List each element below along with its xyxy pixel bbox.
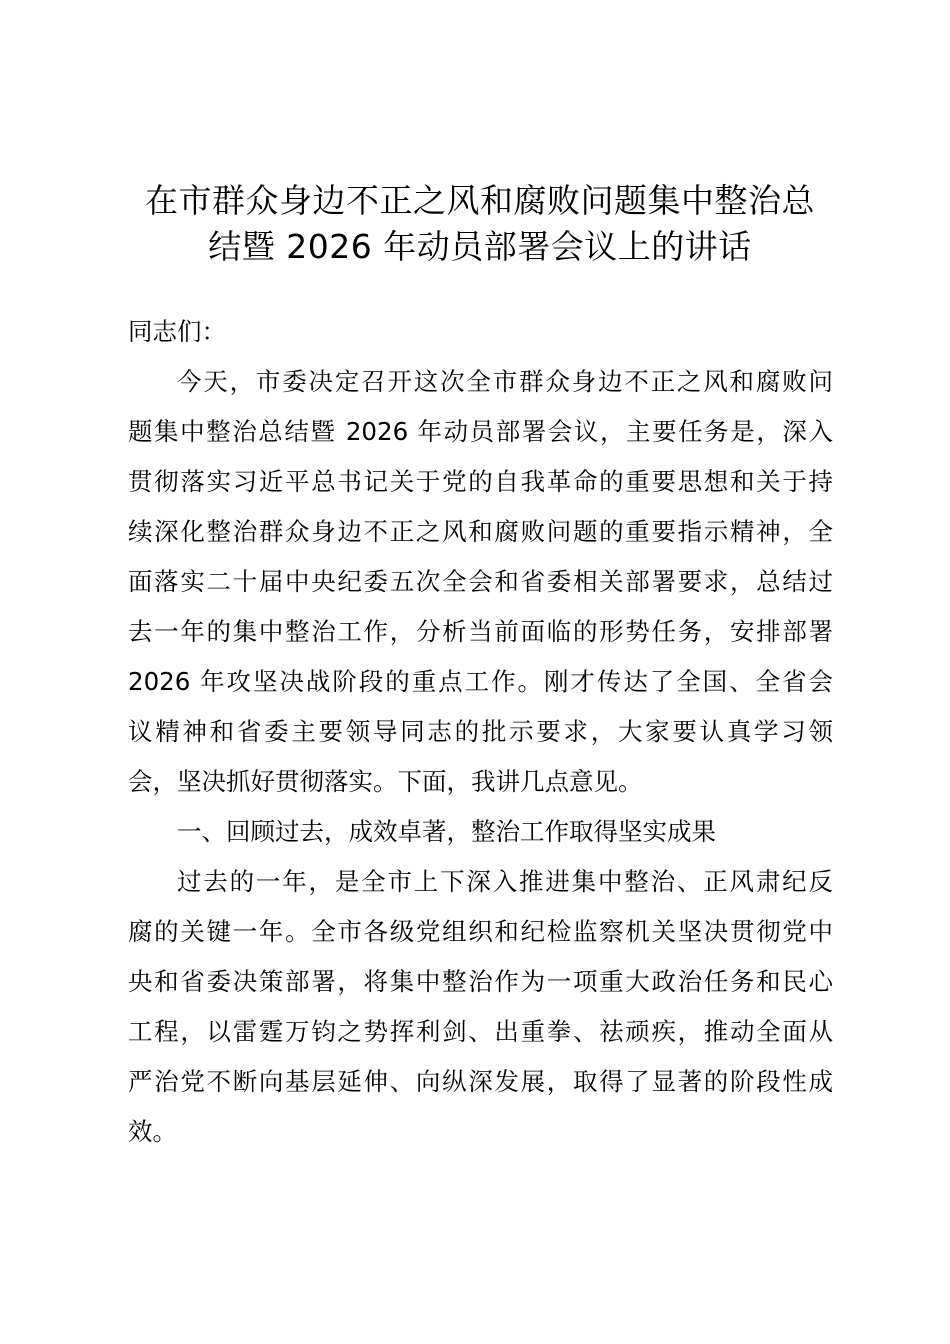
paragraph-review	[128, 857, 833, 1157]
title-line: 在市群众身边不正之风和腐败问题集中整治总	[145, 181, 815, 220]
title-line: 结暨 2026 年动员部署会议上的讲话	[208, 227, 752, 266]
section-heading: 一、回顾过去，成效卓著，整治工作取得坚实成果	[177, 817, 716, 846]
document-body	[128, 307, 833, 1157]
paragraph-line: 面落实二十届中央纪委五次全会和省委相关部署要求，总结过	[128, 567, 833, 596]
paragraph-line: 题集中整治总结暨 2026 年动员部署会议，主要任务是，深入	[128, 417, 833, 446]
paragraph-line: 今天，市委决定召开这次全市群众身边不正之风和腐败问	[177, 367, 833, 396]
paragraph-line: 效。	[128, 1117, 177, 1146]
paragraph-line: 续深化整治群众身边不正之风和腐败问题的重要指示精神，全	[128, 517, 833, 546]
paragraph-line: 去一年的集中整治工作，分析当前面临的形势任务，安排部署	[128, 617, 833, 646]
paragraph-line: 议精神和省委主要领导同志的批示要求，大家要认真学习领	[128, 717, 833, 746]
paragraph-line: 央和省委决策部署，将集中整治作为一项重大政治任务和民心	[128, 967, 833, 996]
paragraph-line: 过去的一年，是全市上下深入推进集中整治、正风肃纪反	[177, 867, 833, 896]
paragraph-line: 腐的关键一年。全市各级党组织和纪检监察机关坚决贯彻党中	[128, 917, 833, 946]
paragraph-intro	[128, 357, 833, 807]
paragraph-line: 2026 年攻坚决战阶段的重点工作。刚才传达了全国、全省会	[128, 667, 833, 696]
paragraph-line: 工程，以雷霆万钧之势挥利剑、出重拳、祛顽疾，推动全面从	[128, 1017, 833, 1046]
paragraph-line: 会，坚决抓好贯彻落实。下面，我讲几点意见。	[128, 767, 643, 796]
paragraph-line: 贯彻落实习近平总书记关于党的自我革命的重要思想和关于持	[128, 467, 833, 496]
document-title	[120, 178, 840, 270]
paragraph-line: 严治党不断向基层延伸、向纵深发展，取得了显著的阶段性成	[128, 1067, 833, 1096]
salutation: 同志们：	[128, 317, 226, 346]
